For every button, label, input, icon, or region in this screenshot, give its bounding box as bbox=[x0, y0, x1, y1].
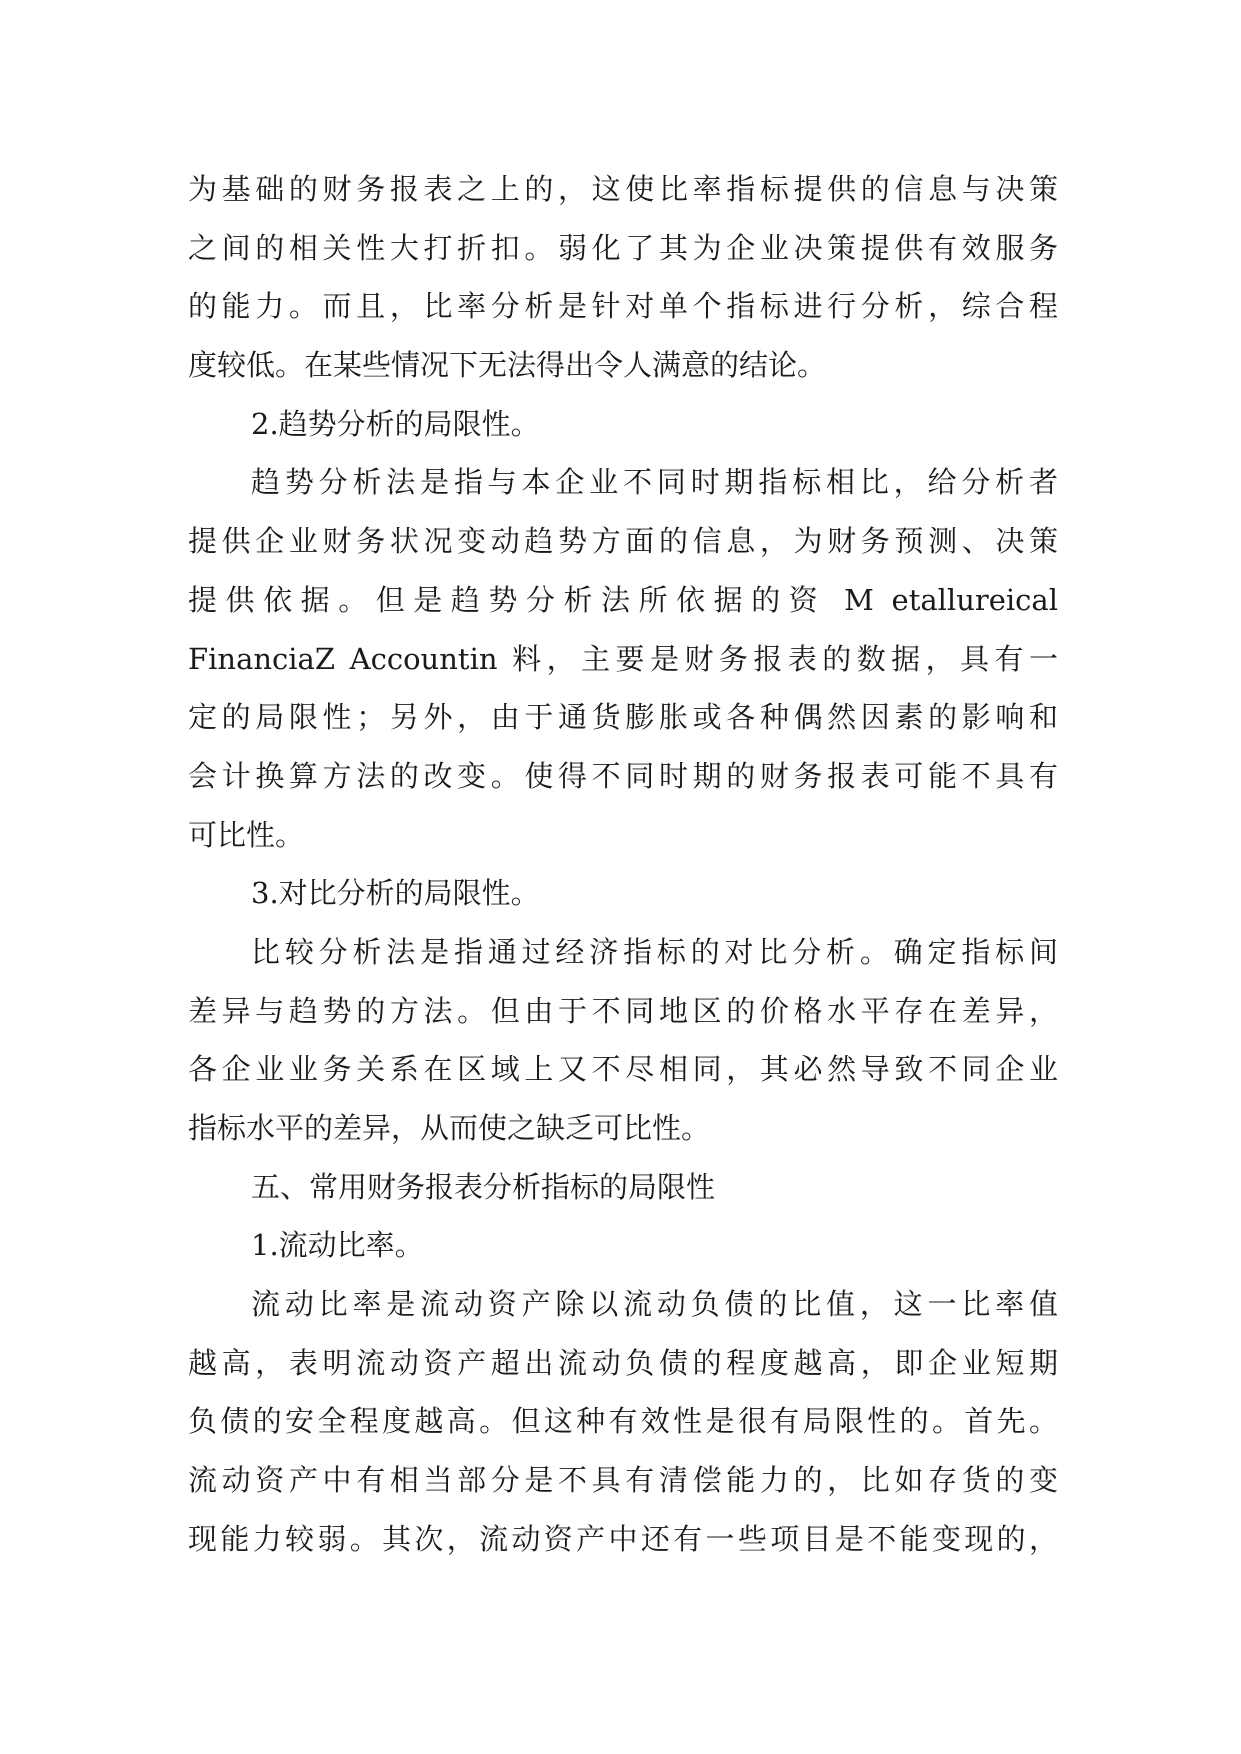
text-line: 各企业业务关系在区域上又不尽相同，其必然导致不同企业 bbox=[188, 1052, 1058, 1087]
text-line: 度较低。在某些情况下无法得出令人满意的结论。 bbox=[188, 348, 827, 383]
chapter-heading: 五、常用财务报表分析指标的局限性 bbox=[251, 1169, 716, 1204]
section-heading: 1.流动比率。 bbox=[251, 1228, 424, 1263]
text-line: 定的局限性；另外，由于通货膨胀或各种偶然因素的影响和 bbox=[188, 700, 1058, 735]
section-heading: 3.对比分析的局限性。 bbox=[251, 876, 540, 911]
text-line: 提供企业财务状况变动趋势方面的信息，为财务预测、决策 bbox=[188, 524, 1058, 559]
section-heading: 2.趋势分析的局限性。 bbox=[251, 406, 540, 441]
text-line: 差异与趋势的方法。但由于不同地区的价格水平存在差异， bbox=[188, 993, 1058, 1028]
text-line: 越高，表明流动资产超出流动负债的程度越高，即企业短期 bbox=[188, 1345, 1058, 1380]
text-line: 为基础的财务报表之上的，这使比率指标提供的信息与决策 bbox=[188, 172, 1058, 206]
document-body bbox=[188, 160, 1058, 1569]
text-line: 现能力较弱。其次，流动资产中还有一些项目是不能变现的， bbox=[188, 1521, 1058, 1556]
text-line: 之间的相关性大打折扣。弱化了其为企业决策提供有效服务 bbox=[188, 230, 1058, 265]
text-line: 流动比率是流动资产除以流动负债的比值，这一比率值 bbox=[251, 1287, 1058, 1322]
text-line: 提供依据。但是趋势分析法所依据的资 M etallureical bbox=[188, 582, 1058, 617]
text-line: 会计换算方法的改变。使得不同时期的财务报表可能不具有 bbox=[188, 758, 1058, 793]
text-line: 流动资产中有相当部分是不具有清偿能力的，比如存货的变 bbox=[188, 1463, 1058, 1498]
text-line: 趋势分析法是指与本企业不同时期指标相比，给分析者 bbox=[251, 465, 1058, 500]
text-line: 比较分析法是指通过经济指标的对比分析。确定指标间 bbox=[251, 934, 1058, 969]
text-line: 指标水平的差异，从而使之缺乏可比性。 bbox=[188, 1111, 711, 1145]
text-line: 的能力。而且，比率分析是针对单个指标进行分析，综合程 bbox=[188, 289, 1058, 324]
text-line: 可比性。 bbox=[188, 817, 305, 852]
text-line: 负债的安全程度越高。但这种有效性是很有局限性的。首先。 bbox=[188, 1404, 1058, 1439]
text-line: FinanciaZ Accountin 料，主要是财务报表的数据，具有一 bbox=[188, 641, 1058, 676]
